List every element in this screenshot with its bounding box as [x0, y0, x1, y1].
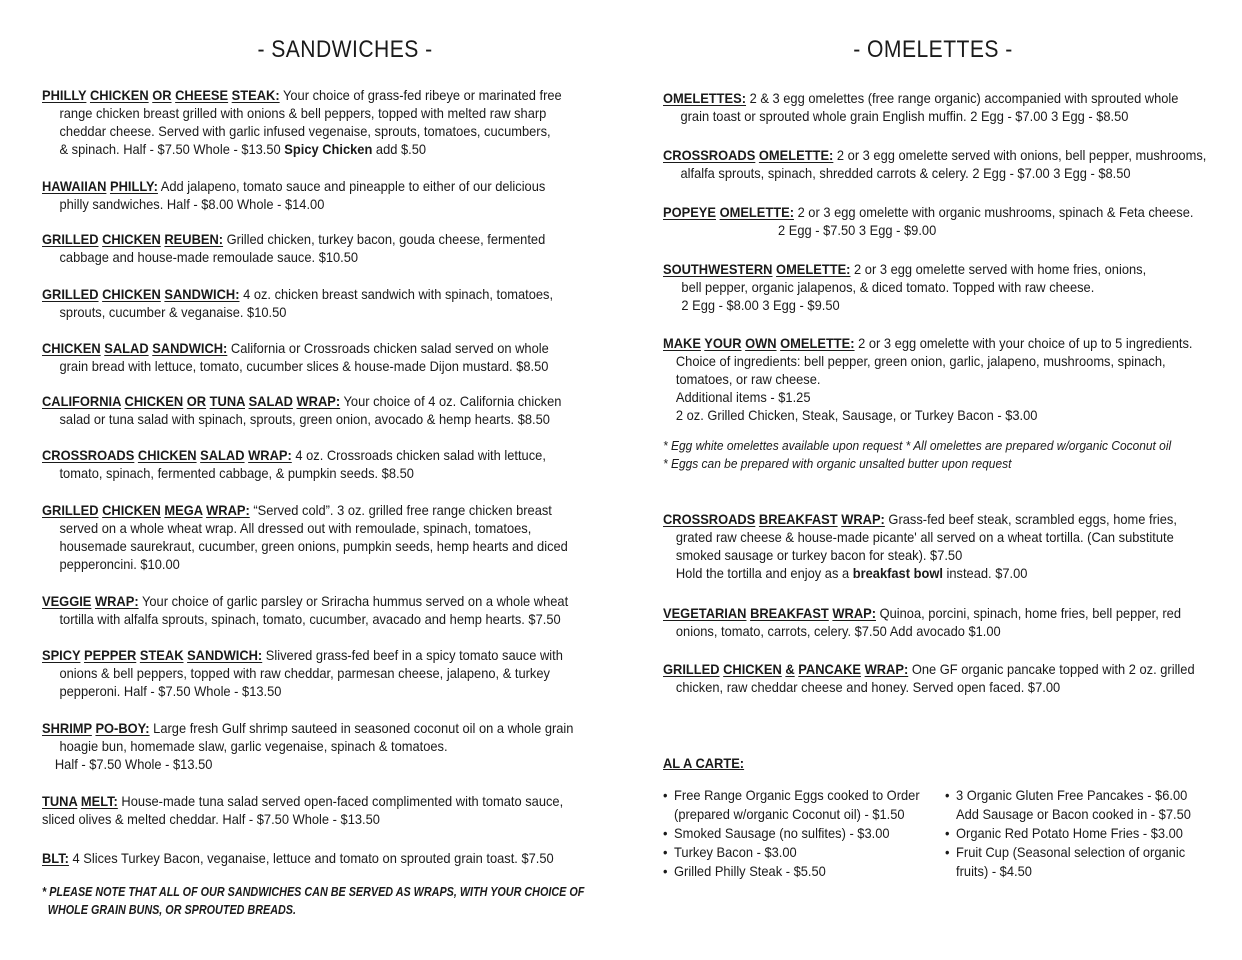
menu-item-desc-line: tomato, spinach, fermented cabbage, & pumpkin seeds. $8.50: [59, 465, 414, 481]
menu-item-first-line: [663, 510, 1187, 528]
menu-item-name-word: SPICY: [42, 647, 81, 663]
menu-item-name: [42, 393, 340, 409]
menu-item-name-word: CROSSROADS: [663, 147, 756, 163]
menu-item-name-word: CHEESE: [175, 87, 229, 103]
menu-item-name-word: BLT:: [42, 850, 69, 866]
menu-item: [663, 146, 1207, 182]
menu-item: [663, 660, 1195, 696]
menu-item-name-word: OR: [152, 87, 172, 103]
menu-item-desc-line: grain toast or sprouted whole grain English muffin. 2 Egg - $7.00 3 Egg - $8.50: [680, 108, 1129, 124]
alacarte-item-text: Smoked Sausage (no sulfites) - $3.00: [674, 825, 890, 841]
menu-item-desc-line: [663, 564, 1187, 582]
menu-item-name-word: MELT:: [80, 793, 118, 809]
menu-item-desc: “Served cold”. 3 oz. grilled free range chicken breast: [249, 502, 552, 518]
menu-item: [42, 86, 566, 158]
menu-item-desc-line: Additional items - $1.25: [675, 389, 811, 405]
sandwich-note: [42, 883, 584, 919]
menu-item-last-bold: breakfast bowl: [852, 565, 943, 581]
menu-item-name-word: OMELETTE:: [719, 204, 794, 220]
menu-item-desc-line: sliced olives & melted cheddar. Half - $7.50 Whole - $13.50: [42, 811, 380, 827]
menu-item-name-word: GRILLED: [42, 286, 99, 302]
menu-item-first-line: [42, 792, 566, 810]
menu-item-desc: 2 or 3 egg omelette served with onions, bell pepper, mushrooms,: [833, 147, 1207, 163]
sandwich-note-line: WHOLE GRAIN BUNS, OR SPROUTED BREADS.: [47, 902, 296, 917]
menu-item-name-word: VEGETARIAN: [663, 605, 747, 621]
menu-item: [42, 646, 566, 700]
menu-item: [42, 719, 574, 773]
menu-item-desc-line: served on a whole wheat wrap. All dressed out with remoulade, spinach, tomatoes,: [59, 520, 532, 536]
menu-item-name-word: CROSSROADS: [42, 447, 135, 463]
menu-item-desc: 4 Slices Turkey Bacon, veganaise, lettuce and tomato on sprouted grain toast. $7.50: [68, 850, 554, 866]
menu-item-name-word: GRILLED: [42, 231, 99, 247]
menu-item-first-line: [42, 501, 566, 519]
menu-item-name-word: POPEYE: [663, 204, 716, 220]
alacarte-item-cont: (prepared w/organic Coconut oil) - $1.50: [674, 806, 905, 822]
menu-item-name: [663, 511, 885, 527]
menu-item-desc: Add jalapeno, tomato sauce and pineapple to either of our delicious: [157, 178, 546, 194]
menu-item-first-line: [42, 285, 566, 303]
menu-item-desc: Quinoa, porcini, spinach, home fries, bell pepper, red: [876, 605, 1182, 621]
menu-item-name: [663, 605, 876, 621]
menu-item-desc: Your choice of garlic parsley or Sriracha hummus served on a whole wheat: [138, 593, 569, 609]
menu-item-name-word: SALAD: [248, 393, 293, 409]
menu-item-name-word: WRAP:: [94, 593, 139, 609]
menu-item-name-word: CHICKEN: [102, 231, 161, 247]
menu-item-desc: House-made tuna salad served open-faced complimented with tomato sauce,: [117, 793, 564, 809]
menu-item-name-word: CHICKEN: [137, 447, 197, 463]
menu-item: [42, 339, 566, 375]
menu-item-first-line: [42, 646, 566, 664]
menu-item-name-word: SOUTHWESTERN: [663, 261, 773, 277]
menu-item-first-line: [42, 592, 569, 610]
menu-item-name-word: CROSSROADS: [663, 511, 756, 527]
menu-item-name-word: OMELETTES:: [663, 90, 747, 106]
menu-item-desc: 2 or 3 egg omelette with your choice of up to 5 ingredients.: [854, 335, 1193, 351]
menu-item-desc: Grass-fed beef steak, scrambled eggs, home fries,: [884, 511, 1177, 527]
menu-item-name: [663, 661, 908, 677]
menu-item-first-line: [42, 446, 566, 464]
menu-item-name-word: CALIFORNIA: [42, 393, 121, 409]
omelette-note-line: * Egg white omelettes available upon request * All omelettes are prepared w/organic Coconut oil: [663, 438, 1172, 453]
menu-item-name-word: &: [785, 661, 795, 677]
menu-item-first-line: [663, 89, 1187, 107]
menu-item-last-pre: Hold the tortilla and enjoy as a: [675, 565, 853, 581]
menu-item-desc: One GF organic pancake topped with 2 oz. grilled: [908, 661, 1195, 677]
alacarte-item-text: Fruit Cup (Seasonal selection of organic: [956, 844, 1186, 860]
menu-item-name: [42, 87, 280, 103]
menu-item-desc: 4 oz. chicken breast sandwich with spinach, tomatoes,: [239, 286, 554, 302]
menu-item-name-word: PEPPER: [84, 647, 137, 663]
menu-item-first-line: [42, 230, 566, 248]
alacarte-item-text: Turkey Bacon - $3.00: [674, 844, 797, 860]
menu-item-desc-line: salad or tuna salad with spinach, sprouts, green onion, avocado & hemp hearts. $8.50: [59, 411, 550, 427]
menu-item-name-word: WRAP:: [248, 447, 292, 463]
menu-item-name: [663, 90, 746, 106]
alacarte-list-left: [663, 786, 920, 881]
menu-item-desc: Your choice of grass-fed ribeye or marinated free: [279, 87, 562, 103]
menu-item-name: [663, 204, 794, 220]
menu-item-desc: Slivered grass-fed beef in a spicy tomato sauce with: [262, 647, 563, 663]
menu-item-name-word: BREAKFAST: [750, 605, 829, 621]
menu-item-desc-line: & spinach. Half - $7.50 Whole - $13.50 Spicy Chicken add $.50: [59, 141, 427, 157]
menu-item: [42, 792, 566, 828]
alacarte-item: [663, 862, 920, 881]
alacarte-item-text: Organic Red Potato Home Fries - $3.00: [956, 825, 1183, 841]
menu-item-name: [42, 647, 262, 663]
menu-item-name: [42, 340, 227, 356]
menu-item-desc-line: smoked sausage or turkey bacon for steak). $7.50: [675, 547, 963, 563]
menu-item: [42, 849, 566, 867]
menu-item-name-word: SALAD: [104, 340, 149, 356]
menu-item-name-word: CHICKEN: [124, 393, 184, 409]
menu-item-desc: Large fresh Gulf shrimp sauteed in seasoned coconut oil on a whole grain: [149, 720, 574, 736]
alacarte-item-text: Free Range Organic Eggs cooked to Order: [674, 787, 920, 803]
menu-item-desc: Grilled chicken, turkey bacon, gouda cheese, fermented: [223, 231, 546, 247]
menu-item-name-word: OMELETTE:: [758, 147, 834, 163]
menu-item-desc-line: range chicken breast grilled with onions & bell peppers, topped with melted raw sharp: [59, 105, 547, 121]
menu-item-desc-line: cabbage and house-made remoulade sauce. $10.50: [59, 249, 359, 265]
alacarte-item-text: 3 Organic Gluten Free Pancakes - $6.00: [956, 787, 1188, 803]
menu-item: [42, 446, 566, 482]
menu-item-name-word: OMELETTE:: [780, 335, 855, 351]
menu-item-name-word: SANDWICH:: [164, 286, 240, 302]
menu-item: [42, 285, 566, 321]
sandwiches-title: - SANDWICHES -: [257, 36, 433, 63]
menu-item-name-word: CHICKEN: [102, 286, 161, 302]
menu-item-name: [42, 720, 150, 736]
menu-item-name-word: TUNA: [209, 393, 245, 409]
menu-item-desc-line: pepperoni. Half - $7.50 Whole - $13.50: [59, 683, 282, 699]
menu-item-desc: 4 oz. Crossroads chicken salad with lettuce,: [291, 447, 546, 463]
menu-item-name-word: PO-BOY:: [95, 720, 150, 736]
menu-item-desc: 2 or 3 egg omelette with organic mushrooms, spinach & Feta cheese.: [793, 204, 1194, 220]
menu-item-name: [663, 147, 833, 163]
menu-item: [663, 89, 1187, 125]
menu-item-name-word: TUNA: [42, 793, 78, 809]
menu-item-desc-line: housemade saurekraut, cucumber, green onions, pumpkin seeds, hemp hearts and diced: [59, 538, 568, 554]
menu-item-name-word: OR: [186, 393, 207, 409]
alacarte-item-text: Grilled Philly Steak - $5.50: [674, 863, 826, 879]
menu-item: [663, 260, 1187, 314]
menu-item-name-word: CHICKEN: [89, 87, 149, 103]
menu-item: [42, 501, 566, 573]
menu-item-name: [663, 261, 850, 277]
menu-item-name-word: OMELETTE:: [776, 261, 851, 277]
omelette-notes: [663, 437, 1171, 473]
menu-item: [663, 334, 1193, 424]
alacarte-item: [663, 824, 920, 843]
menu-item-name-word: WRAP:: [206, 502, 250, 518]
menu-item-name: [42, 447, 292, 463]
menu-item-name: [42, 793, 118, 809]
menu-item-desc-line: tomatoes, or raw cheese.: [675, 371, 821, 387]
menu-item-name-word: PANCAKE: [798, 661, 862, 677]
menu-item-first-line: [42, 719, 574, 737]
omelettes-title: - OMELETTES -: [853, 36, 1013, 63]
menu-item-desc-line: grated raw cheese & house-made picante' all served on a wheat tortilla. (Can substitute: [675, 529, 1174, 545]
menu-item-first-line: [42, 177, 566, 195]
menu-item-desc-line: 2 oz. Grilled Chicken, Steak, Sausage, or Turkey Bacon - $3.00: [675, 407, 1038, 423]
alacarte-title: AL A CARTE:: [663, 755, 745, 771]
menu-item-name-word: MEGA: [164, 502, 203, 518]
menu-item-desc-line: sprouts, cucumber & veganaise. $10.50: [59, 304, 287, 320]
menu-item-desc-line: tortilla with alfalfa sprouts, spinach, tomato, cucumber, avacado and hemp hearts. $7.50: [59, 611, 561, 627]
menu-item-desc-line: 2 Egg - $7.50 3 Egg - $9.00: [778, 222, 937, 238]
menu-item: [663, 510, 1187, 582]
menu-item: [42, 230, 566, 266]
menu-item-desc-line: onions, tomato, carrots, celery. $7.50 Add avocado $1.00: [675, 623, 1001, 639]
menu-item-desc: California or Crossroads chicken salad served on whole: [227, 340, 549, 356]
menu-item-first-line: [42, 339, 566, 357]
alacarte-item: [945, 843, 1191, 881]
menu-item-name-word: WRAP:: [832, 605, 877, 621]
menu-item-name: [663, 335, 855, 351]
menu-item: [42, 177, 566, 213]
menu-item-desc-line: chicken, raw cheddar cheese and honey. Served open faced. $7.00: [675, 679, 1061, 695]
alacarte-item: [663, 843, 920, 862]
menu-item-first-line: [663, 660, 1195, 678]
menu-item-name-word: SANDWICH:: [187, 647, 263, 663]
menu-item-extra-bold: Spicy Chicken: [280, 141, 373, 157]
menu-item-name-word: SANDWICH:: [152, 340, 228, 356]
menu-item: [663, 604, 1187, 640]
menu-item-desc: 2 & 3 egg omelettes (free range organic) accompanied with sprouted whole: [746, 90, 1179, 106]
menu-item-name-word: WRAP:: [841, 511, 885, 527]
menu-item-name-word: WRAP:: [296, 393, 341, 409]
alacarte-item-cont: Add Sausage or Bacon cooked in - $7.50: [956, 806, 1191, 822]
menu-item-name-word: HAWAIIAN: [42, 178, 107, 194]
menu-item-desc-line: onions & bell peppers, topped with raw cheddar, parmesan cheese, jalapeno, & turkey: [59, 665, 550, 681]
menu-item-first-line: [663, 146, 1207, 164]
menu-item-desc: Your choice of 4 oz. California chicken: [340, 393, 562, 409]
menu-item-name-word: GRILLED: [663, 661, 720, 677]
menu-item-name-word: YOUR: [704, 335, 742, 351]
menu-item-desc-line: 2 Egg - $8.00 3 Egg - $9.50: [681, 297, 840, 313]
menu-item-desc-line: cheddar cheese. Served with garlic infused vegenaise, sprouts, tomatoes, cucumbers,: [59, 123, 551, 139]
menu-item-name-word: PHILLY: [42, 87, 87, 103]
menu-item-first-line: [42, 392, 566, 410]
menu-item: [42, 592, 569, 628]
menu-item-desc-line: Half - $7.50 Whole - $13.50: [54, 756, 213, 772]
menu-item: [663, 203, 1194, 239]
alacarte-item: [945, 786, 1191, 824]
menu-item-first-line: [663, 203, 1194, 221]
menu-item-last-post: instead. $7.00: [942, 565, 1028, 581]
menu-item-extra-text: add $.50: [372, 141, 427, 157]
omelette-note-line: * Eggs can be prepared with organic unsalted butter upon request: [663, 456, 1012, 471]
sandwich-note-line: * PLEASE NOTE THAT ALL OF OUR SANDWICHES CAN BE SERVED AS WRAPS, WITH YOUR CHOICE OF: [42, 884, 585, 899]
menu-item-desc-line: Choice of ingredients: bell pepper, green onion, garlic, jalapeno, mushrooms, spinach,: [675, 353, 1166, 369]
menu-item-name: [42, 850, 69, 866]
menu-item-name: [42, 593, 139, 609]
menu-item-name-word: CHICKEN: [102, 502, 161, 518]
menu-item: [42, 392, 566, 428]
menu-item-name: [42, 286, 239, 302]
menu-item-name-word: GRILLED: [42, 502, 99, 518]
menu-item-first-line: [663, 604, 1187, 622]
menu-item-name-word: CHICKEN: [42, 340, 101, 356]
alacarte-item: [945, 824, 1191, 843]
menu-item-desc-line: hoagie bun, homemade slaw, garlic vegenaise, spinach & tomatoes.: [59, 738, 448, 754]
alacarte-item: [663, 786, 920, 824]
menu-item-name: [42, 231, 223, 247]
menu-item-desc-line: bell pepper, organic jalapenos, & diced tomato. Topped with raw cheese.: [681, 279, 1095, 295]
menu-item-first-line: [42, 849, 566, 867]
menu-item-name-word: OWN: [745, 335, 777, 351]
menu-item-first-line: [663, 260, 1187, 278]
menu-item-desc-line: grain bread with lettuce, tomato, cucumber slices & house-made Dijon mustard. $8.50: [59, 358, 549, 374]
alacarte-list-right: [945, 786, 1191, 881]
menu-item-first-line: [42, 86, 566, 104]
menu-item-name: [42, 502, 250, 518]
menu-item-desc-line: philly sandwiches. Half - $8.00 Whole - $14.00: [59, 196, 325, 212]
menu-item-name-word: CHICKEN: [723, 661, 782, 677]
menu-item-desc-line: pepperoncini. $10.00: [59, 556, 180, 572]
menu-item-name-word: PHILLY:: [109, 178, 158, 194]
menu-item-name-word: SALAD: [200, 447, 245, 463]
menu-item-name-word: REUBEN:: [164, 231, 224, 247]
alacarte-item-cont: fruits) - $4.50: [956, 863, 1032, 879]
menu-item-name-word: STEAK: [139, 647, 184, 663]
menu-item-name-word: BREAKFAST: [758, 511, 838, 527]
menu-item-desc: 2 or 3 egg omelette served with home fries, onions,: [850, 261, 1147, 277]
menu-item-first-line: [663, 334, 1193, 352]
menu-item-name-word: VEGGIE: [42, 593, 92, 609]
menu-item-name-word: MAKE: [663, 335, 701, 351]
menu-item-desc-line: alfalfa sprouts, spinach, shredded carrots & celery. 2 Egg - $7.00 3 Egg - $8.50: [680, 165, 1131, 181]
menu-item-name: [42, 178, 158, 194]
menu-item-name-word: WRAP:: [864, 661, 909, 677]
menu-item-name-word: SHRIMP: [42, 720, 92, 736]
menu-item-name-word: STEAK:: [231, 87, 280, 103]
